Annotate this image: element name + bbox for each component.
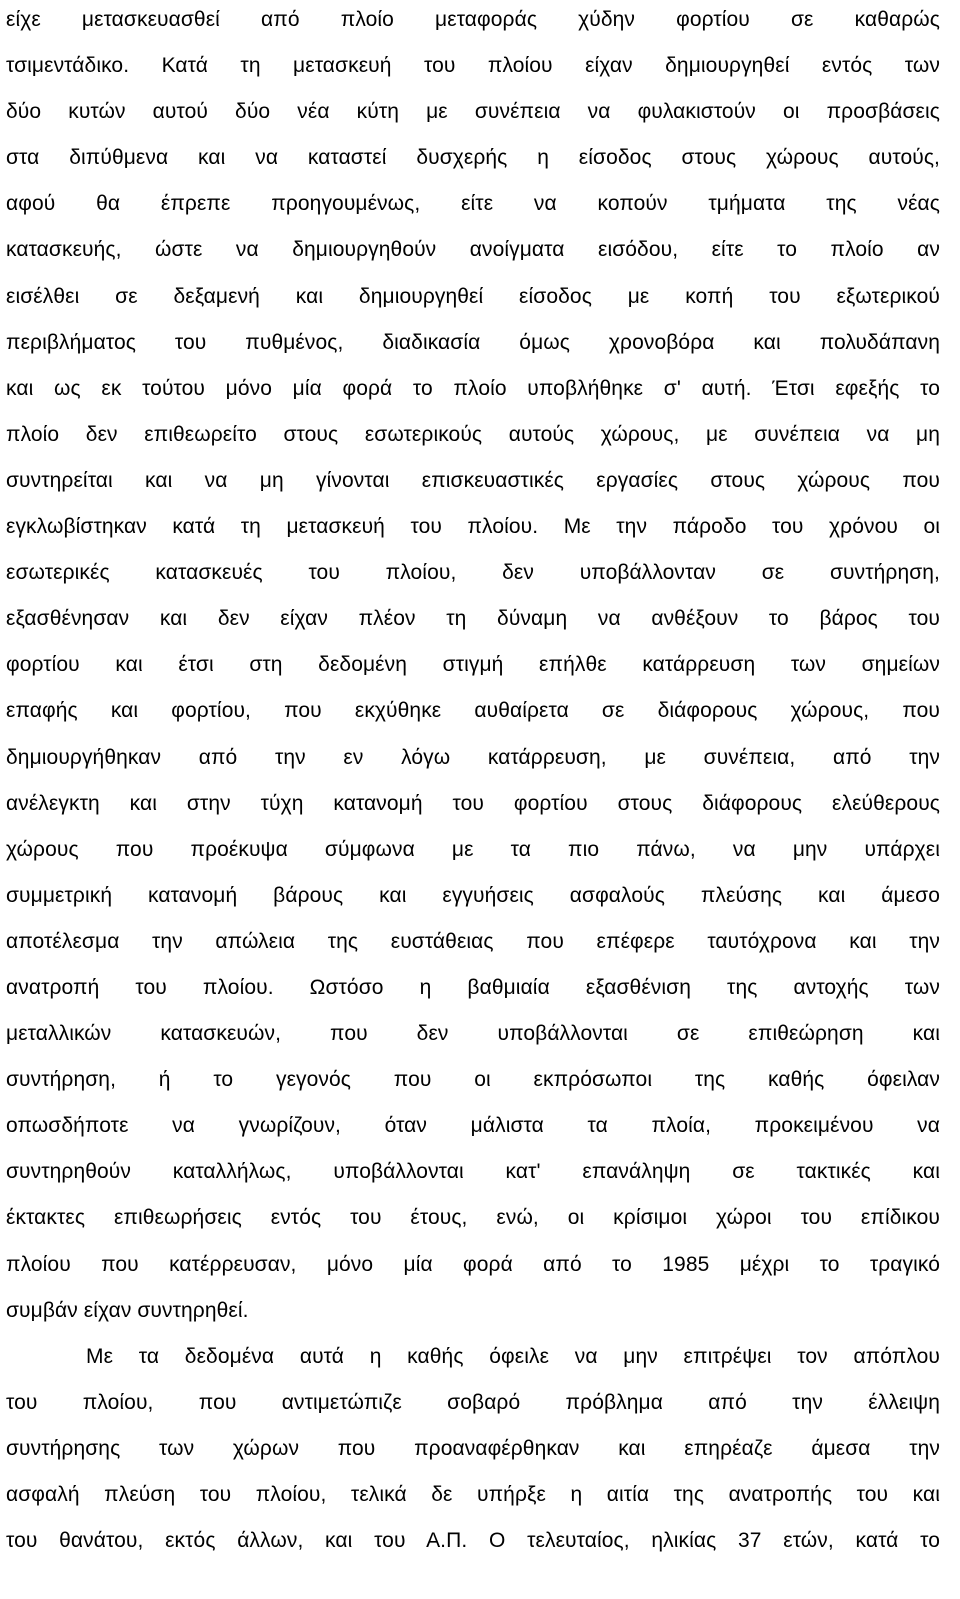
text-line: κατασκευής, ώστε να δημιουργηθούν ανοίγματα εισόδου, είτε το πλοίο αν (6, 238, 940, 262)
text-line: συντήρησης των χώρων που προαναφέρθηκαν και επηρέαζε άμεσα την (6, 1436, 940, 1460)
text-line: συμβάν είχαν συντηρηθεί. (6, 1298, 249, 1322)
text-line: αποτέλεσμα την απώλεια της ευστάθειας που επέφερε ταυτόχρονα και την (6, 929, 940, 953)
text-line: χώρους που προέκυψα σύμφωνα με τα πιο πάνω, να μην υπάρχει (6, 837, 940, 861)
paragraph-1 (6, 0, 940, 1334)
text-line: πλοίου που κατέρρευσαν, μόνο μία φορά από το 1985 μέχρι το τραγικό (6, 1252, 940, 1276)
text-line: εγκλωβίστηκαν κατά τη μετασκευή του πλοίου. Με την πάροδο του χρόνου οι (6, 515, 940, 539)
text-line: του πλοίου, που αντιμετώπιζε σοβαρό πρόβλημα από την έλλειψη (6, 1390, 940, 1414)
text-line: Με τα δεδομένα αυτά η καθής όφειλε να μην επιτρέψει τον απόπλου (86, 1344, 940, 1368)
paragraph-2 (6, 1334, 940, 1564)
text-line: συμμετρική κατανομή βάρους και εγγυήσεις ασφαλούς πλεύσης και άμεσο (6, 883, 940, 907)
text-line: συντήρηση, ή το γεγονός που οι εκπρόσωποι της καθής όφειλαν (6, 1068, 940, 1092)
text-line: ανέλεγκτη και στην τύχη κατανομή του φορτίου στους διάφορους ελεύθερους (6, 791, 940, 815)
text-line: είχε μετασκευασθεί από πλοίο μεταφοράς χύδην φορτίου σε καθαρώς (6, 8, 940, 31)
text-line: φορτίου και έτσι στη δεδομένη στιγμή επήλθε κατάρρευση των σημείων (6, 653, 940, 677)
text-line: δημιουργήθηκαν από την εν λόγω κατάρρευση, με συνέπεια, από την (6, 745, 940, 769)
text-line: στα διπύθμενα και να καταστεί δυσχερής η είσοδος στους χώρους αυτούς, (6, 146, 940, 170)
text-line: οπωσδήποτε να γνωρίζουν, όταν μάλιστα τα πλοία, προκειμένου να (6, 1114, 940, 1138)
text-line: εξασθένησαν και δεν είχαν πλέον τη δύναμη να ανθέξουν το βάρος του (6, 607, 940, 631)
text-line: μεταλλικών κατασκευών, που δεν υποβάλλονται σε επιθεώρηση και (6, 1022, 940, 1046)
text-line: ανατροπή του πλοίου. Ωστόσο η βαθμιαία εξασθένιση της αντοχής των (6, 975, 940, 999)
text-line: συντηρείται και να μη γίνονται επισκευαστικές εργασίες στους χώρους που (6, 468, 940, 492)
text-line: εισέλθει σε δεξαμενή και δημιουργηθεί είσοδος με κοπή του εξωτερικού (6, 284, 940, 308)
text-line: δύο κυτών αυτού δύο νέα κύτη με συνέπεια να φυλακιστούν οι προσβάσεις (6, 100, 940, 124)
text-line: επαφής και φορτίου, που εκχύθηκε αυθαίρετα σε διάφορους χώρους, που (6, 699, 940, 723)
text-line: τσιμεντάδικο. Κατά τη μετασκευή του πλοίου είχαν δημιουργηθεί εντός των (6, 54, 940, 78)
text-line: εσωτερικές κατασκευές του πλοίου, δεν υποβάλλονταν σε συντήρηση, (6, 561, 940, 585)
text-line: και ως εκ τούτου μόνο μία φορά το πλοίο υποβλήθηκε σ' αυτή. Έτσι εφεξής το (6, 376, 940, 400)
document-body (6, 0, 940, 1564)
text-line: του θανάτου, εκτός άλλων, και του Α.Π. Ο τελευταίος, ηλικίας 37 ετών, κατά το (6, 1529, 940, 1553)
text-line: αφού θα έπρεπε προηγουμένως, είτε να κοπούν τμήματα της νέας (6, 192, 940, 216)
text-line: πλοίο δεν επιθεωρείτο στους εσωτερικούς αυτούς χώρους, με συνέπεια να μη (6, 422, 940, 446)
text-line: συντηρηθούν καταλλήλως, υποβάλλονται κατ' επανάληψη σε τακτικές και (6, 1160, 940, 1184)
text-line: ασφαλή πλεύση του πλοίου, τελικά δε υπήρξε η αιτία της ανατροπής του και (6, 1483, 940, 1506)
text-line: περιβλήματος του πυθμένος, διαδικασία όμως χρονοβόρα και πολυδάπανη (6, 330, 940, 354)
text-line: έκτακτες επιθεωρήσεις εντός του έτους, ενώ, οι κρίσιμοι χώροι του επίδικου (6, 1206, 940, 1230)
